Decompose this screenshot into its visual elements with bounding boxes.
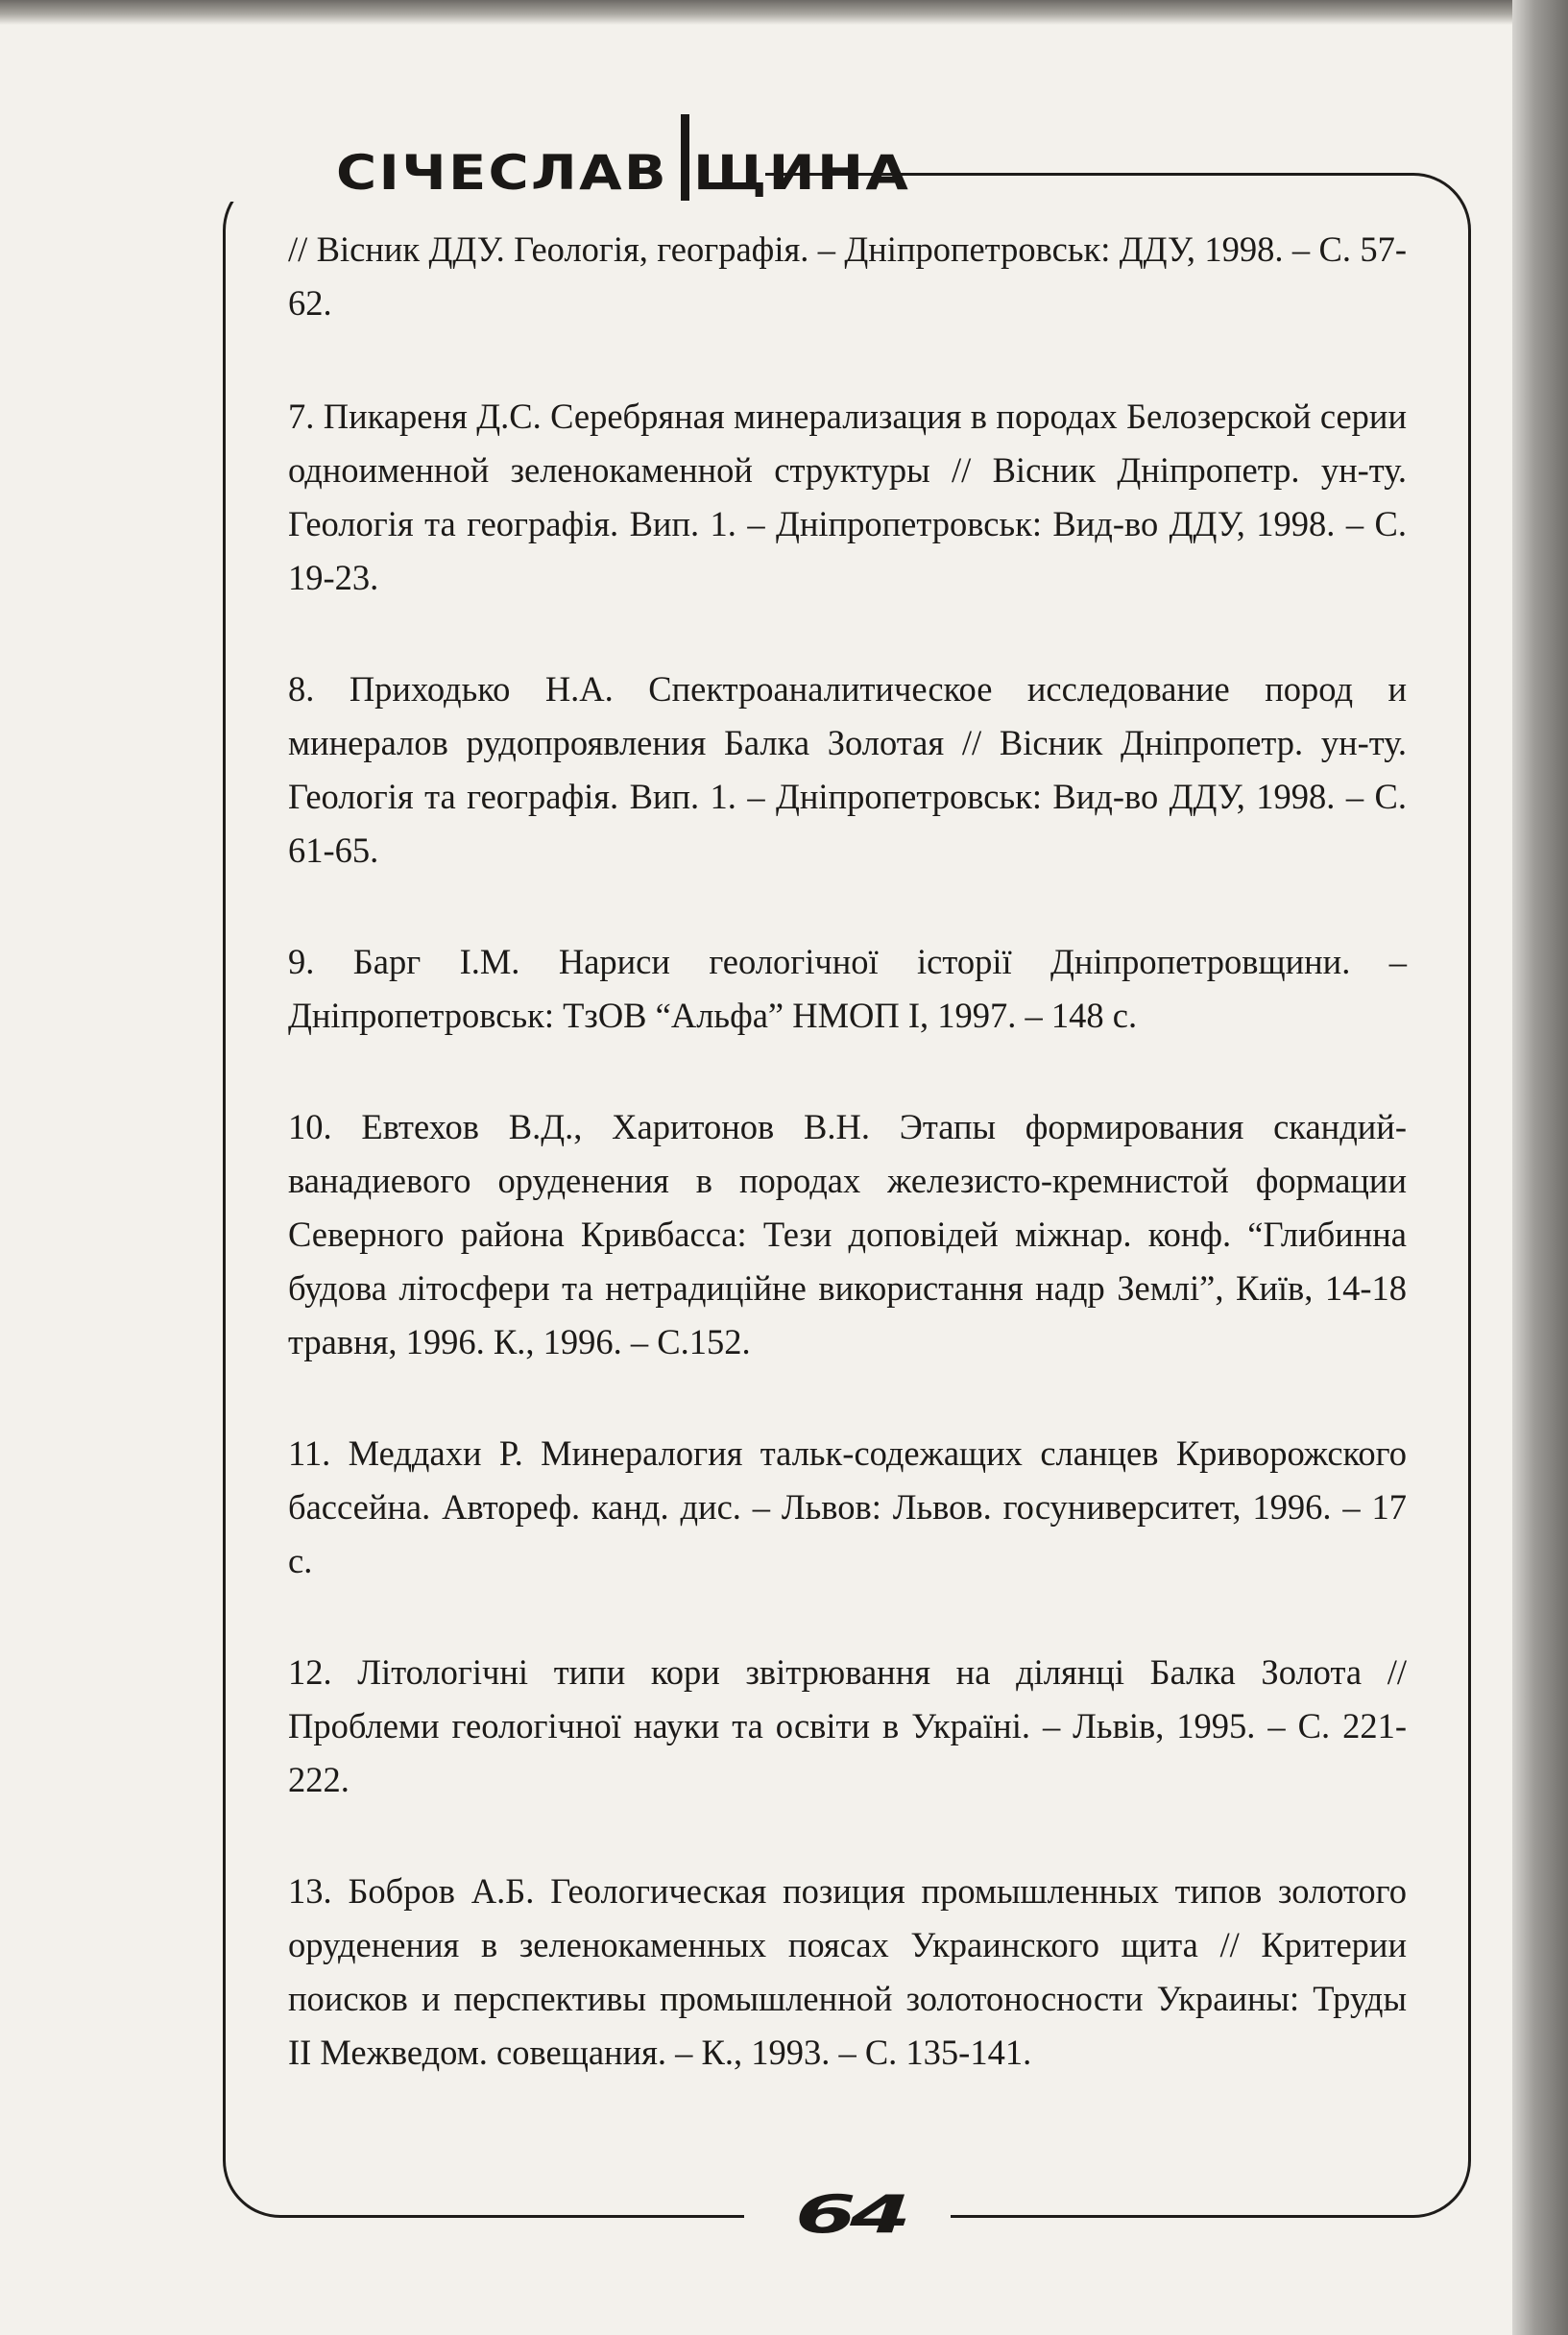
bibliography-entry: 8. Приходько Н.А. Спектроаналитическое исследование пород и минералов рудопроявления Балка Золотая // Вісник Дніпропетр. ун-ту. Геологія та географія. Вип. 1. – Дніпропетровськ: Вид-во ДДУ, 1998. – С. 61-65. (288, 669, 1407, 870)
bibliography-entry: 13. Бобров А.Б. Геологическая позиция промышленных типов золотого оруденения в зеленокаменных поясах Украинского щита // Критерии поисков и перспективы промышленной золотоносности Украины: Труды II Межведом. совещания. – К., 1993. – С. 135-141. (288, 1871, 1407, 2072)
logo-left-text: СІЧЕСЛАВ (336, 145, 669, 201)
bibliography-entry: 9. Барг І.М. Нариси геологічної історії Дніпропетровщини. – Дніпропетровськ: ТзОВ “Альфа” НМОП І, 1997. – 148 с. (288, 942, 1407, 1035)
bibliography-entry: 12. Літологічні типи кори звітрювання на ділянці Балка Золота // Проблеми геологічної науки та освіти в Україні. – Львів, 1995. – С. 221-222. (288, 1652, 1407, 1799)
logo-right-text: ЩИНА (692, 145, 911, 201)
logo-bar (681, 114, 689, 201)
bibliography-list (288, 223, 1407, 2137)
journal-logo (336, 101, 911, 201)
scan-top-edge (0, 0, 1568, 25)
scan-page-gutter (1512, 0, 1568, 2335)
bibliography-entry: 11. Меддахи Р. Минералогия тальк-содежащих сланцев Криворожского бассейна. Автореф. канд. дис. – Львов: Львов. госуниверситет, 1996. – 17 с. (288, 1433, 1407, 1580)
page-number: 64 (794, 2183, 905, 2245)
bibliography-entry: 7. Пикареня Д.С. Серебряная минерализация в породах Белозерской серии одноименной зеленокаменной структуры // Вісник Дніпропетр. ун-ту. Геологія та географія. Вип. 1. – Дніпропетровськ: Вид-во ДДУ, 1998. – С. 19-23. (288, 397, 1407, 597)
bibliography-entry: // Вісник ДДУ. Геологія, географія. – Дніпропетровськ: ДДУ, 1998. – С. 57-62. (288, 229, 1407, 323)
bibliography-entry: 10. Евтехов В.Д., Харитонов В.Н. Этапы формирования скандий-ванадиевого оруденения в породах железисто-кремнистой формации Северного района Кривбасса: Тези доповідей міжнар. конф. “Глибинна будова літосфери та нетрадиційне використання надр Землі”, Київ, 14-18 травня, 1996. К., 1996. – С.152. (288, 1107, 1407, 1361)
